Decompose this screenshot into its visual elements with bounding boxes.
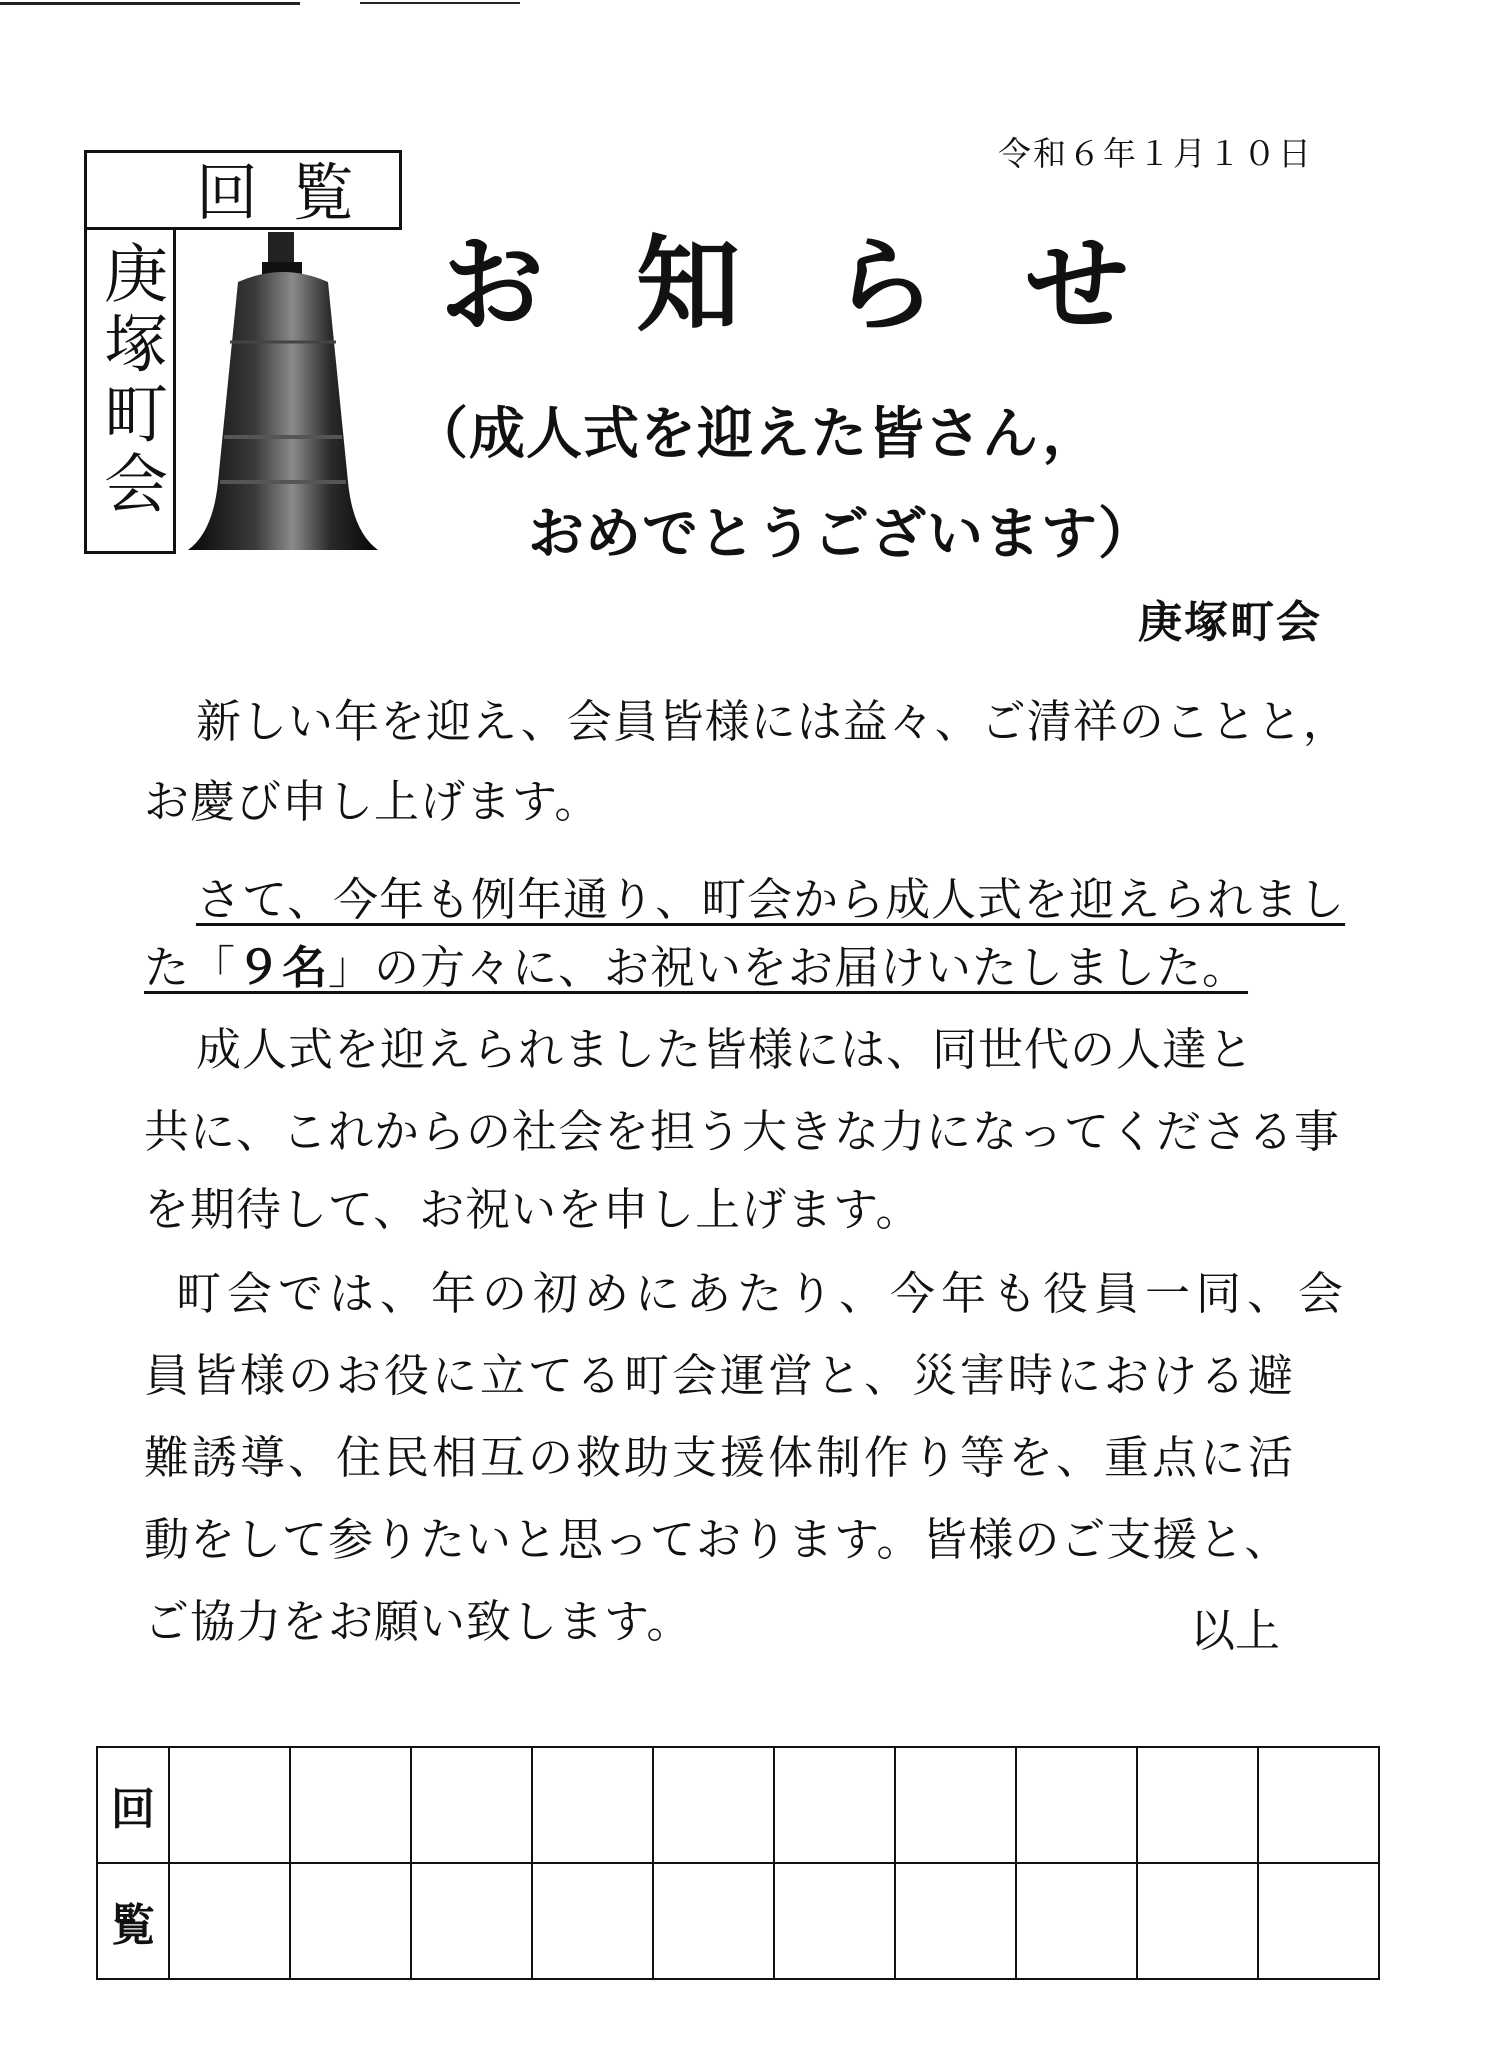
scan-edge-line [360,2,520,4]
table-row [97,1863,1379,1979]
stamp-cell [895,1747,1016,1863]
text-fragment: た「 [144,941,237,994]
stamp-cell [895,1863,1016,1979]
stamp-cell [169,1863,290,1979]
vertical-org-box [84,228,176,554]
issue-date: 令和６年１月１０日 [998,134,1313,173]
table-head-cell: 覧 [97,1863,169,1979]
body-text-line: 動をして参りたいと思っております。皆様のご支援と、 [144,1513,1291,1566]
text-fragment: 」の方々に、お祝いをお届けいたしました。 [328,941,1249,994]
kairan-label: 回覧 [195,156,388,229]
stamp-cell [1258,1863,1379,1979]
stamp-cell [290,1863,411,1979]
stamp-cell [653,1747,774,1863]
stamp-cell [169,1747,290,1863]
stamp-cell [290,1747,411,1863]
recipient-count: ９名 [236,941,329,994]
body-text-line-underlined: さて、今年も例年通り、町会から成人式を迎えられまし [196,873,1346,926]
closing-text: 以上 [1190,1604,1281,1657]
stamp-cell [411,1747,532,1863]
stamp-cell [532,1747,653,1863]
stamp-cell [1016,1863,1137,1979]
body-text-line: 員皆様のお役に立てる町会運営と、災害時における避 [144,1349,1297,1402]
page-title: お知らせ [440,224,1221,346]
body-text-line-underlined [144,940,1248,996]
stamp-cell [774,1863,895,1979]
body-text-line: 町会では、年の初めにあたり、今年も役員一同、会 [176,1267,1350,1320]
scan-edge-line [0,2,300,5]
stamp-cell [1258,1747,1379,1863]
organization-name: 庚塚町会 [1138,597,1322,648]
stamp-cell [774,1747,895,1863]
temple-bell-icon [178,232,388,562]
subtitle-line-1: （成人式を迎えた皆さん， [412,402,1100,467]
table-row [97,1747,1379,1863]
kairan-header-box [84,150,402,230]
stamp-cell [1016,1747,1137,1863]
stamp-cell [411,1863,532,1979]
vertical-org-name: 庚塚町会 [93,240,167,520]
body-text-line: 新しい年を迎え、会員皆様には益々、ご清祥のことと， [196,695,1349,748]
stamp-cell [1137,1747,1258,1863]
table-head-cell: 回 [97,1747,169,1863]
body-text-line: お慶び申し上げます。 [144,775,601,828]
subtitle-line-2: おめでとうございます） [528,502,1155,567]
body-text-line: を期待して、お祝いを申し上げます。 [144,1183,922,1236]
body-text-line: 成人式を迎えられました皆様には、同世代の人達と [196,1023,1255,1076]
body-text-line: ご協力をお願い致します。 [144,1595,693,1648]
body-text-line: 共に、これからの社会を担う大きな力になってくださる事 [144,1105,1341,1158]
body-text-line: 難誘導、住民相互の救助支援体制作り等を、重点に活 [144,1431,1297,1484]
stamp-cell [653,1863,774,1979]
circulation-stamp-table [96,1746,1380,1980]
stamp-cell [1137,1863,1258,1979]
stamp-cell [532,1863,653,1979]
